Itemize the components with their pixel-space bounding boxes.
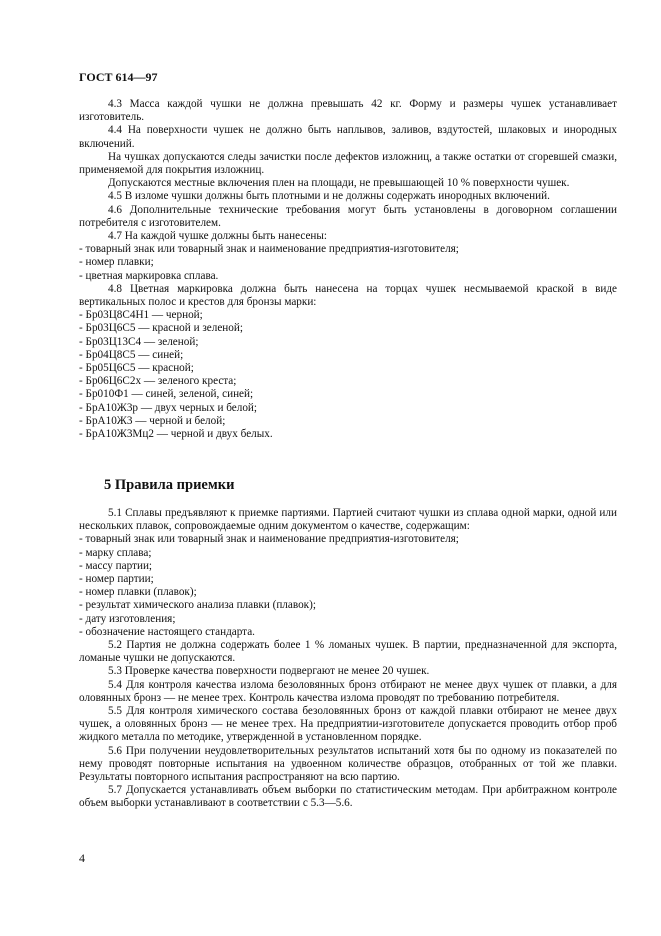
paragraph: 4.6 Дополнительные технические требования могут быть установлены в договорном соглашении потребителя с изготовителем.: [79, 203, 617, 229]
list-item: - Бр04Ц8С5 — синей;: [79, 348, 184, 361]
list-item: - Бр03Ц6С5 — красной и зеленой;: [79, 322, 243, 335]
section-4-body: [79, 98, 617, 441]
list-item: - Бр05Ц6С5 — красной;: [79, 362, 194, 375]
paragraph: 5.1 Сплавы предъявляют к приемке партиями. Партией считают чушки из сплава одной марки, одной или нескольких плавок, сопровождаемые одним документом о качестве, содержащим:: [79, 507, 617, 533]
list-item: - марку сплава;: [79, 546, 152, 559]
page-number: 4: [79, 851, 85, 865]
list-item: - номер плавки;: [79, 256, 154, 269]
paragraph: 5.6 При получении неудовлетворительных результатов испытаний хотя бы по одному из показателей по нему проводят повторные испытания на удвоенном количестве образцов, отобранных от той же плавки. Результаты повторного испытания распространяют на всю партию.: [79, 744, 617, 784]
list-item: - Бр03Ц8С4Н1 — черной;: [79, 309, 203, 322]
paragraph: 5.4 Для контроля качества излома безоловянных бронз отбирают не менее двух чушек от плавки, а для оловянных бронз — не менее трех. Контроль качества излома проводят по требованию потребителя.: [79, 678, 617, 704]
paragraph: 4.3 Масса каждой чушки не должна превышать 42 кг. Форму и размеры чушек устанавливает изготовитель.: [79, 98, 617, 124]
list-item: - БрА10Ж3Мц2 — черной и двух белых.: [79, 428, 273, 441]
paragraph: 4.7 На каждой чушке должны быть нанесены:: [108, 230, 328, 243]
list-item: - БрА10Ж3р — двух черных и белой;: [79, 401, 258, 414]
document-header: ГОСТ 614—97: [79, 70, 158, 84]
list-item: - товарный знак или товарный знак и наименование предприятия-изготовителя;: [79, 243, 459, 256]
list-item: - номер плавки (плавок);: [79, 586, 197, 599]
paragraph: 5.3 Проверке качества поверхности подвергают не менее 20 чушек.: [108, 665, 430, 678]
list-item: - обозначение настоящего стандарта.: [79, 625, 255, 638]
list-item: - Бр010Ф1 — синей, зеленой, синей;: [79, 388, 254, 401]
paragraph: На чушках допускаются следы зачистки после дефектов изложниц, а также остатки от сгоревшей смазки, применяемой для покрытия изложниц.: [79, 150, 617, 177]
paragraph: Допускаются местные включения плен на площади, не превышающей 10 % поверхности чушек.: [108, 177, 570, 190]
paragraph: 5.5 Для контроля химического состава безоловянных бронз от каждой плавки отбирают не менее двух чушек, а оловянных бронз — не менее трех. На предприятии-изготовителе допускается проводить отбор проб жидкого металла по методике, утвержденной в установленном порядке.: [79, 705, 617, 744]
paragraph: 4.4 На поверхности чушек не должно быть наплывов, заливов, вздутостей, шлаковых и инородных включений.: [79, 124, 617, 150]
paragraph: 4.5 В изломе чушки должны быть плотными и не должны содержать инородных включений.: [108, 190, 550, 203]
list-item: - Бр03Ц13С4 — зеленой;: [79, 335, 199, 348]
section-5-title: 5 Правила приемки: [104, 477, 235, 493]
list-item: - цветная маркировка сплава.: [79, 269, 219, 282]
list-item: - дату изготовления;: [79, 612, 176, 625]
paragraph: 5.7 Допускается устанавливать объем выборки по статистическим методам. При арбитражном контроле объем выборки устанавливают в соответствии с 5.3—5.6.: [79, 784, 617, 810]
paragraph: 5.2 Партия не должна содержать более 1 % ломаных чушек. В партии, предназначенной для экспорта, ломаные чушки не допускаются.: [79, 639, 617, 665]
list-item: - массу партии;: [79, 559, 153, 572]
list-item: - Бр06Ц6С2х — зеленого креста;: [79, 375, 237, 388]
list-item: - БрА10Ж3 — черной и белой;: [79, 414, 226, 427]
list-item: - номер партии;: [79, 573, 154, 586]
list-item: - результат химического анализа плавки (плавок);: [79, 599, 316, 612]
list-item: - товарный знак или товарный знак и наименование предприятия-изготовителя;: [79, 533, 459, 546]
section-5-body: [79, 507, 617, 811]
paragraph: 4.8 Цветная маркировка должна быть нанесена на торцах чушек несмываемой краской в виде вертикальных полос и крестов для бронзы марки:: [79, 282, 617, 309]
